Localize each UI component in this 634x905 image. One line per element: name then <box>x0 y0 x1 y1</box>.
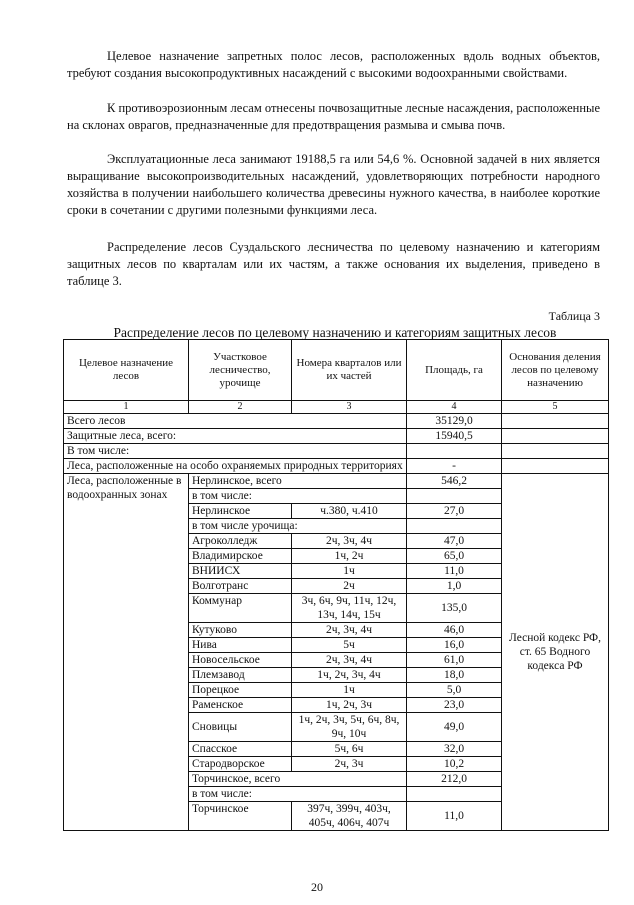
tract-area: 18,0 <box>407 668 502 683</box>
header-basis: Основания деления лесов по целевому назначению <box>502 340 609 401</box>
col-number: 4 <box>407 401 502 414</box>
tract-quarters: 5ч <box>292 638 407 653</box>
tract-name: Агроколледж <box>189 534 292 549</box>
tract-name: Кутуково <box>189 623 292 638</box>
tract-area: 11,0 <box>407 564 502 579</box>
table-title: Распределение лесов по целевому назначению и категориям защитных лесов <box>113 325 557 340</box>
row-label: Леса, расположенные на особо охраняемых природных территориях <box>64 459 407 474</box>
tract-quarters: 2ч <box>292 579 407 594</box>
table-row <box>64 474 609 489</box>
tract-quarters: 397ч, 399ч, 403ч, 405ч, 406ч, 407ч <box>292 802 407 831</box>
header-row <box>64 340 609 401</box>
tract-quarters: 1ч <box>292 564 407 579</box>
table-row <box>64 429 609 444</box>
paragraph-3: Эксплуатационные леса занимают 19188,5 га или 54,6 %. Основной задачей в них является выращивание высокопроизводительных насаждений, удовлетворяющих потребности народного хозяйства в получении наибольшего количества древесины нужного качества, в наиболее короткие сроки в сочетании с другими полезными функциями леса. <box>67 152 600 217</box>
row-area: 35129,0 <box>407 414 502 429</box>
tract-quarters: 3ч, 6ч, 9ч, 11ч, 12ч, 13ч, 14ч, 15ч <box>292 594 407 623</box>
tract-name: Порецкое <box>189 683 292 698</box>
empty-cell <box>407 444 502 459</box>
empty-cell <box>502 414 609 429</box>
tract-quarters: 2ч, 3ч, 4ч <box>292 653 407 668</box>
row-area: 212,0 <box>407 772 502 787</box>
row-label: в том числе: <box>189 787 407 802</box>
table-row <box>64 414 609 429</box>
empty-cell <box>502 444 609 459</box>
tract-area: 49,0 <box>407 713 502 742</box>
col-number: 3 <box>292 401 407 414</box>
tract-quarters: ч.380, ч.410 <box>292 504 407 519</box>
tract-name: Коммунар <box>189 594 292 623</box>
tract-quarters: 1ч, 2ч, 3ч, 4ч <box>292 668 407 683</box>
tract-name: Раменское <box>189 698 292 713</box>
row-area: - <box>407 459 502 474</box>
tract-name: Спасское <box>189 742 292 757</box>
tract-name: Торчинское <box>189 802 292 831</box>
page-number: 20 <box>311 880 323 894</box>
row-label: В том числе: <box>64 444 407 459</box>
row-label: в том числе: <box>189 489 407 504</box>
column-number-row <box>64 401 609 414</box>
empty-cell <box>502 459 609 474</box>
tract-area: 1,0 <box>407 579 502 594</box>
paragraph-2: К противоэрозионным лесам отнесены почвозащитные лесные насаждения, расположенные на склонах оврагов, предназначенные для предотвращения размыва и смыва почв. <box>67 101 600 132</box>
header-area: Площадь, га <box>407 340 502 401</box>
tract-area: 5,0 <box>407 683 502 698</box>
tract-area: 11,0 <box>407 802 502 831</box>
header-quarters: Номера кварталов или их частей <box>292 340 407 401</box>
header-purpose: Целевое назначение лесов <box>64 340 189 401</box>
tract-name: Владимирское <box>189 549 292 564</box>
tract-area: 27,0 <box>407 504 502 519</box>
tract-quarters: 1ч <box>292 683 407 698</box>
tract-name: Волготранс <box>189 579 292 594</box>
empty-cell <box>407 519 502 534</box>
tract-quarters: 2ч, 3ч <box>292 757 407 772</box>
tract-name: ВНИИСХ <box>189 564 292 579</box>
tract-name: Стародворское <box>189 757 292 772</box>
tract-area: 47,0 <box>407 534 502 549</box>
col-number: 1 <box>64 401 189 414</box>
row-label: в том числе урочища: <box>189 519 407 534</box>
tract-name: Сновицы <box>189 713 292 742</box>
col-number: 2 <box>189 401 292 414</box>
header-forestry: Участковое лесничество, урочище <box>189 340 292 401</box>
empty-cell <box>407 787 502 802</box>
tract-area: 32,0 <box>407 742 502 757</box>
paragraph-1: Целевое назначение запретных полос лесов, расположенных вдоль водных объектов, требуют создания высокопродуктивных насаждений с высокими водоохранными свойствами. <box>67 49 600 80</box>
table-label: Таблица 3 <box>548 309 600 323</box>
tract-area: 135,0 <box>407 594 502 623</box>
tract-area: 23,0 <box>407 698 502 713</box>
row-area: 546,2 <box>407 474 502 489</box>
tract-quarters: 1ч, 2ч <box>292 549 407 564</box>
tract-quarters: 1ч, 2ч, 3ч, 5ч, 6ч, 8ч, 9ч, 10ч <box>292 713 407 742</box>
row-area: 15940,5 <box>407 429 502 444</box>
tract-quarters: 2ч, 3ч, 4ч <box>292 534 407 549</box>
tract-quarters: 2ч, 3ч, 4ч <box>292 623 407 638</box>
tract-quarters: 1ч, 2ч, 3ч <box>292 698 407 713</box>
row-label: Торчинское, всего <box>189 772 407 787</box>
basis-cell: Лесной кодекс РФ, ст. 65 Водного кодекса РФ <box>502 474 609 831</box>
empty-cell <box>407 489 502 504</box>
tract-area: 10,2 <box>407 757 502 772</box>
tract-quarters: 5ч, 6ч <box>292 742 407 757</box>
tract-area: 61,0 <box>407 653 502 668</box>
row-label: Защитные леса, всего: <box>64 429 407 444</box>
row-label: Всего лесов <box>64 414 407 429</box>
empty-cell <box>502 429 609 444</box>
tract-area: 16,0 <box>407 638 502 653</box>
row-label: Нерлинское, всего <box>189 474 407 489</box>
tract-area: 46,0 <box>407 623 502 638</box>
forest-distribution-table <box>63 339 609 831</box>
table-row <box>64 459 609 474</box>
table-row <box>64 444 609 459</box>
tract-name: Нива <box>189 638 292 653</box>
tract-name: Новосельское <box>189 653 292 668</box>
col-number: 5 <box>502 401 609 414</box>
tract-name: Нерлинское <box>189 504 292 519</box>
tract-name: Племзавод <box>189 668 292 683</box>
water-zone-label: Леса, расположенные в водоохранных зонах <box>64 474 189 831</box>
tract-area: 65,0 <box>407 549 502 564</box>
paragraph-4: Распределение лесов Суздальского лесничества по целевому назначению и категориям защитных лесов по кварталам или их частям, а также основания их выделения, приведено в таблице 3. <box>67 240 600 288</box>
